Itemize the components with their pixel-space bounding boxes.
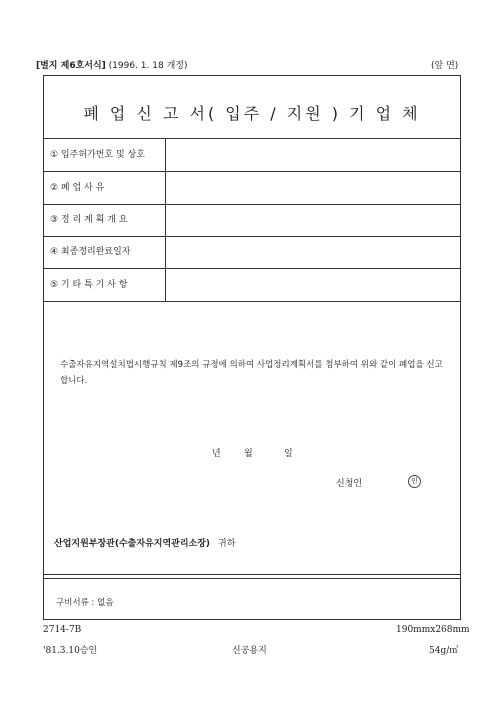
row-label-completion-date: ④ 최종정리완료일자 [50, 247, 131, 257]
recipient-suffix: 귀하 [218, 539, 236, 549]
page-side-label: (앞 면) [431, 61, 459, 71]
required-documents: 구비서류 : 없음 [56, 598, 114, 608]
plan-summary-field[interactable] [166, 204, 461, 236]
other-notes-field[interactable] [166, 269, 461, 301]
footer-paper-type: 신공용지 [232, 646, 267, 656]
permit-number-field[interactable] [166, 139, 461, 171]
footer-paper-size: 190mmx268mm [396, 625, 470, 635]
footer-paper-weight: 54g/㎡ [429, 646, 459, 656]
form-frame [43, 75, 461, 620]
date-day-label: 일 [284, 449, 293, 459]
footer-approval: '81.3.10승인 [43, 646, 98, 656]
completion-date-field[interactable] [166, 236, 461, 268]
form-number-header [36, 58, 187, 71]
seal-icon: 인 [408, 475, 421, 488]
revision-date: (1996. 1. 18 개정) [108, 61, 188, 71]
closure-reason-field[interactable] [166, 172, 461, 204]
footer-form-code: 2714-7B [43, 625, 82, 635]
row-label-other-notes: ⑤ 기 타 특 기 사 항 [50, 280, 128, 290]
row-label-closure-reason: ② 폐 업 사 유 [50, 183, 105, 193]
recipient-line [54, 536, 235, 549]
form-title: 폐 업 신 고 서( 입주 / 지원 ) 기 업 체 [83, 104, 421, 123]
declaration-statement: 수출자유지역설치법시행규칙 제9조의 규정에 의하여 사업정리계획서를 첨부하여 위와 같이 폐업을 신고합니다. [60, 360, 443, 386]
divider [43, 578, 461, 579]
form-number: [별지 제6호서식] [36, 61, 106, 71]
date-month-label: 월 [244, 449, 253, 459]
date-year-label: 년 [212, 449, 221, 459]
applicant-label: 신청인 [336, 479, 363, 489]
divider [44, 301, 460, 302]
divider [44, 574, 460, 575]
row-label-plan-summary: ③ 정 리 계 획 개 요 [50, 215, 128, 225]
row-label-permit-number: ① 입주허가번호 및 상호 [50, 150, 145, 160]
recipient-name: 산업지원부장관(수출자유지역관리소장) [54, 539, 211, 549]
